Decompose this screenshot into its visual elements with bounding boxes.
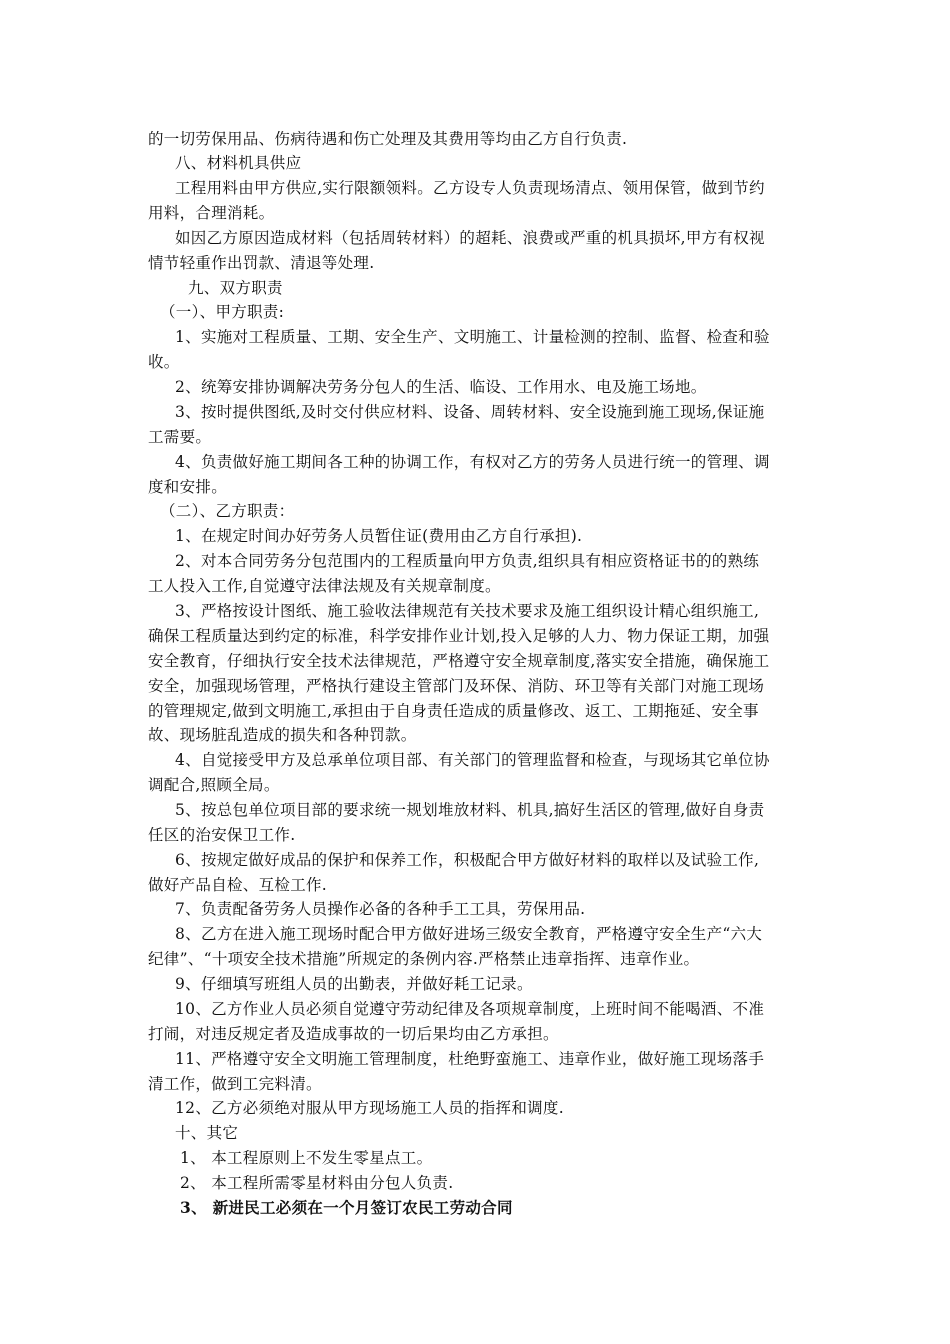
section-heading: 十、其它 xyxy=(175,1124,239,1142)
text-line: 10、乙方作业人员必须自觉遵守劳动纪律及各项规章制度，上班时间不能喝酒、不准 xyxy=(175,1000,765,1018)
text-line: 度和安排。 xyxy=(148,478,228,496)
text-line: 用料，合理消耗。 xyxy=(148,204,275,222)
text-line: 的一切劳保用品、伤病待遇和伤亡处理及其费用等均由乙方自行负责. xyxy=(148,130,628,148)
text-line: 4、自觉接受甲方及总承单位项目部、有关部门的管理监督和检查，与现场其它单位协 xyxy=(175,751,770,769)
text-line: 4、负责做好施工期间各工种的协调工作，有权对乙方的劳务人员进行统一的管理、调 xyxy=(175,453,770,471)
text-line: 任区的治安保卫工作. xyxy=(148,826,296,844)
text-line: 8、乙方在进入施工现场时配合甲方做好进场三级安全教育，严格遵守安全生产“六大 xyxy=(175,925,763,943)
text-line: 安全教育，仔细执行安全技术法律规范，严格遵守安全规章制度,落实安全措施，确保施工 xyxy=(148,652,770,670)
text-line: 纪律”、“十项安全技术措施”所规定的条例内容.严格禁止违章指挥、违章作业。 xyxy=(148,950,700,968)
text-line: 2、统筹安排协调解决劳务分包人的生活、临设、工作用水、电及施工场地。 xyxy=(175,378,707,396)
text-line: 的管理规定,做到文明施工,承担由于自身责任造成的质量修改、返工、工期拖延、安全事 xyxy=(148,702,759,720)
text-line: 9、仔细填写班组人员的出勤表，并做好耗工记录。 xyxy=(175,975,533,993)
text-line: 6、按规定做好成品的保护和保养工作，积极配合甲方做好材料的取样以及试验工作, xyxy=(175,851,760,869)
text-line: 1、实施对工程质量、工期、安全生产、文明施工、计量检测的控制、监督、检查和验 xyxy=(175,328,770,346)
subsection-heading: （二）、乙方职责： xyxy=(160,502,295,520)
text-line: 7、负责配备劳务人员操作必备的各种手工工具，劳保用品. xyxy=(175,900,586,918)
text-line: 打闹，对违反规定者及造成事故的一切后果均由乙方承担。 xyxy=(148,1025,559,1043)
emphasized-text-line: 3、 新进民工必须在一个月签订农民工劳动合同 xyxy=(180,1198,513,1217)
subsection-heading: （一）、甲方职责: xyxy=(160,303,285,321)
text-line: 2、 本工程所需零星材料由分包人负责. xyxy=(180,1174,454,1192)
text-line: 调配合,照顾全局。 xyxy=(148,776,280,794)
text-line: 1、 本工程原则上不发生零星点工。 xyxy=(180,1149,433,1167)
text-line: 安全，加强现场管理，严格执行建设主管部门及环保、消防、环卫等有关部门对施工现场 xyxy=(148,677,765,695)
section-heading: 九、双方职责 xyxy=(188,279,283,297)
section-heading: 八、材料机具供应 xyxy=(175,154,302,172)
text-line: 2、对本合同劳务分包范围内的工程质量向甲方负责,组织具有相应资格证书的的熟练 xyxy=(175,552,760,570)
text-line: 情节轻重作出罚款、清退等处理. xyxy=(148,254,375,272)
text-line: 工需要。 xyxy=(148,428,212,446)
text-line: 1、在规定时间办好劳务人员暂住证(费用由乙方自行承担). xyxy=(175,527,583,545)
text-line: 12、乙方必须绝对服从甲方现场施工人员的指挥和调度. xyxy=(175,1099,564,1117)
text-line: 3、按时提供图纸,及时交付供应材料、设备、周转材料、安全设施到施工现场,保证施 xyxy=(175,403,765,421)
text-line: 工人投入工作,自觉遵守法律法规及有关规章制度。 xyxy=(148,577,501,595)
text-line: 故、现场脏乱造成的损失和各种罚款。 xyxy=(148,726,417,744)
text-line: 工程用料由甲方供应,实行限额领料。乙方设专人负责现场清点、领用保管，做到节约 xyxy=(175,179,765,197)
text-line: 如因乙方原因造成材料（包括周转材料）的超耗、浪费或严重的机具损坏,甲方有权视 xyxy=(175,229,765,247)
text-line: 5、按总包单位项目部的要求统一规划堆放材料、机具,搞好生活区的管理,做好自身责 xyxy=(175,801,765,819)
text-line: 做好产品自检、互检工作. xyxy=(148,876,328,894)
text-line: 清工作，做到工完料清。 xyxy=(148,1075,322,1093)
text-line: 收。 xyxy=(148,353,180,371)
text-line: 11、严格遵守安全文明施工管理制度，杜绝野蛮施工、违章作业，做好施工现场落手 xyxy=(175,1050,765,1068)
text-line: 确保工程质量达到约定的标准，科学安排作业计划,投入足够的人力、物力保证工期，加强 xyxy=(148,627,770,645)
text-line: 3、严格按设计图纸、施工验收法律规范有关技术要求及施工组织设计精心组织施工, xyxy=(175,602,760,620)
